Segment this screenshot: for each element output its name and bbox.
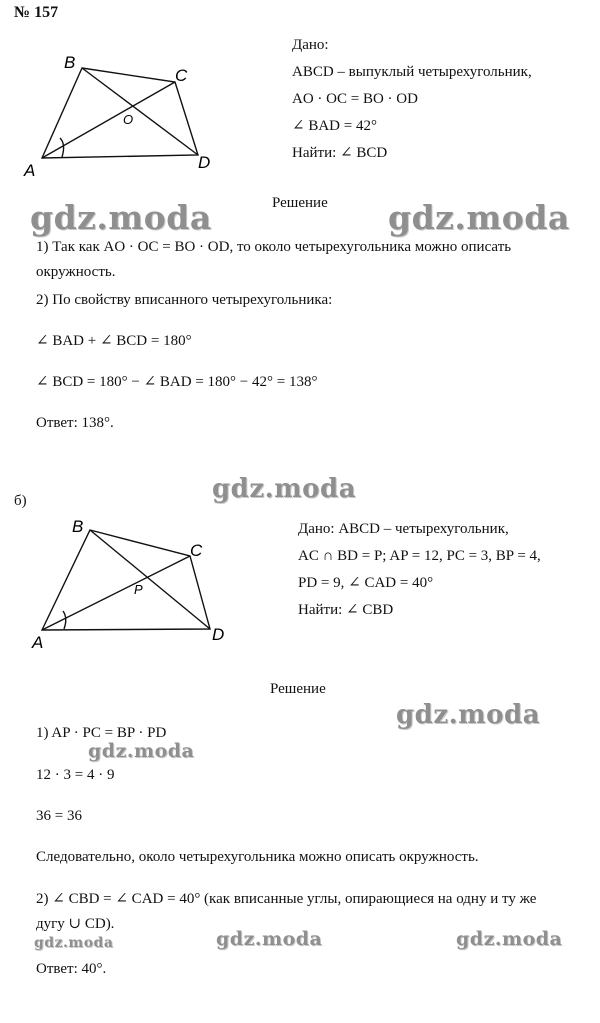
label-c: C <box>175 66 188 85</box>
given-line-a-4: Найти: ∠ BCD <box>292 145 388 161</box>
figure-quadrilateral-a <box>20 48 280 188</box>
given-line-b-3: PD = 9, ∠ CAD = 40° <box>298 575 434 591</box>
given-line-b-4: Найти: ∠ CBD <box>298 602 394 618</box>
answer-b: Ответ: 40°. <box>36 961 107 977</box>
given-line-b-1: Дано: ABCD – четырехугольник, <box>298 521 509 537</box>
given-line-a-1: ABCD – выпуклый четырехугольник, <box>292 64 532 80</box>
given-label-a: Дано: <box>292 37 329 53</box>
part-b-label: б) <box>14 493 27 509</box>
given-line-a-3: ∠ BAD = 42° <box>292 118 377 134</box>
label-o: O <box>123 112 134 127</box>
watermark-3: gdz.moda <box>212 474 357 504</box>
watermark-8: gdz.moda <box>456 928 563 950</box>
step-a-2: окружность. <box>36 264 116 280</box>
label-p: P <box>134 582 143 597</box>
step-b-2: 12 · 3 = 4 · 9 <box>36 767 115 783</box>
solution-title-a: Решение <box>272 195 328 211</box>
watermark-1: gdz.moda <box>30 198 212 237</box>
problem-number: № 157 <box>14 4 59 21</box>
step-b-5: 2) ∠ CBD = ∠ CAD = 40° (как вписанные углы, опирающиеся на одну и ту же <box>36 891 537 907</box>
answer-a: Ответ: 138°. <box>36 415 114 431</box>
watermark-6: gdz.moda <box>34 935 114 951</box>
given-line-b-2: AC ∩ BD = P; AP = 12, PC = 3, BP = 4, <box>298 548 541 564</box>
step-b-6: дугу ∪ CD). <box>36 916 115 932</box>
label-b: B <box>64 53 76 72</box>
solution-title-b: Решение <box>270 681 326 697</box>
label-d: D <box>198 153 211 172</box>
step-a-5: ∠ BCD = 180° − ∠ BAD = 180° − 42° = 138° <box>36 374 318 390</box>
step-b-4: Следовательно, около четырехугольника можно описать окружность. <box>36 849 479 865</box>
watermark-5: gdz.moda <box>88 740 195 762</box>
step-a-1: 1) Так как AO · OC = BO · OD, то около четырехугольника можно описать <box>36 239 512 255</box>
watermark-2: gdz.moda <box>388 198 570 237</box>
label-a2: A <box>32 633 44 652</box>
figure-quadrilateral-b <box>22 512 262 652</box>
watermark-4: gdz.moda <box>396 700 541 730</box>
step-a-3: 2) По свойству вписанного четырехугольника: <box>36 292 333 308</box>
watermark-7: gdz.moda <box>216 928 323 950</box>
label-a: A <box>24 161 36 180</box>
step-b-1: 1) AP · PC = BP · PD <box>36 725 167 741</box>
step-a-4: ∠ BAD + ∠ BCD = 180° <box>36 333 192 349</box>
given-line-a-2: AO · OC = BO · OD <box>292 91 418 107</box>
label-c2: C <box>190 541 203 560</box>
step-b-3: 36 = 36 <box>36 808 82 824</box>
label-d2: D <box>212 625 225 644</box>
label-b2: B <box>72 517 84 536</box>
